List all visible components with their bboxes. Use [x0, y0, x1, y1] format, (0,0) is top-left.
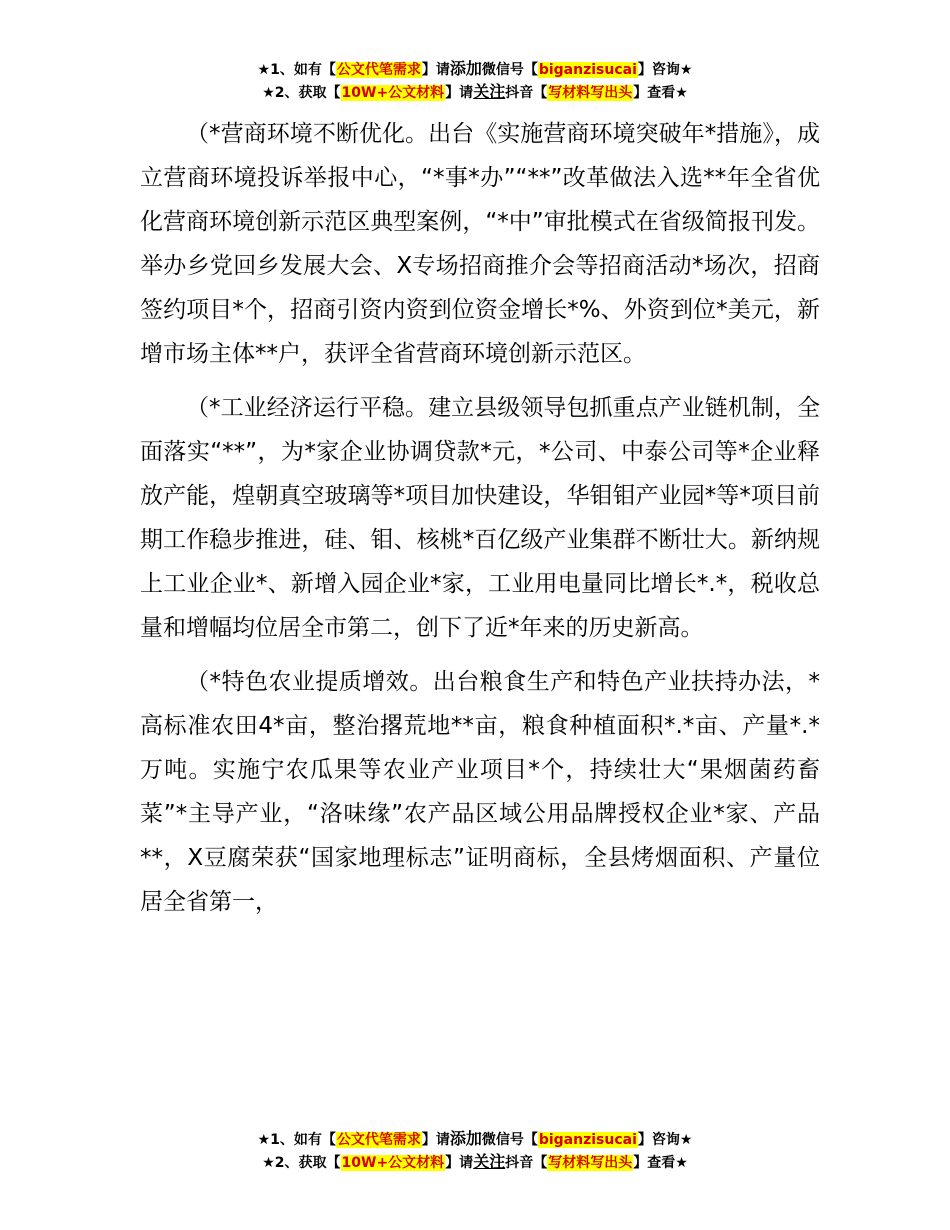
banner-emphasis: 添加 — [449, 1129, 482, 1148]
banner-text: 】请 — [445, 85, 474, 101]
banner-line-1 — [0, 58, 950, 81]
banner-line-2 — [0, 81, 950, 104]
banner-text: ★2、获取【 — [262, 1155, 341, 1171]
banner-emphasis: 关注 — [473, 1152, 506, 1171]
banner-text: ★1、如有【 — [257, 62, 336, 78]
footer-banner — [0, 1128, 950, 1174]
banner-text: 】咨询★ — [637, 1132, 693, 1148]
banner-text: 】咨询★ — [637, 62, 693, 78]
banner-line-1 — [0, 1128, 950, 1151]
banner-text: 抖音【 — [505, 85, 548, 101]
banner-highlight: 公文代笔需求 — [336, 1132, 421, 1148]
banner-text: ★1、如有【 — [257, 1132, 336, 1148]
banner-highlight: 写材料写出头 — [548, 85, 633, 101]
banner-text: ★2、获取【 — [262, 85, 341, 101]
banner-text: 】请 — [421, 62, 450, 78]
header-banner — [0, 58, 950, 104]
banner-emphasis: 关注 — [473, 82, 506, 101]
banner-highlight: 写材料写出头 — [548, 1155, 633, 1171]
banner-text: 】请 — [421, 1132, 450, 1148]
banner-highlight: biganzisucai — [538, 62, 637, 78]
banner-highlight: 10W+公文材料 — [341, 1155, 445, 1171]
banner-emphasis: 添加 — [449, 59, 482, 78]
banner-text: 】请 — [445, 1155, 474, 1171]
paragraph-industrial-economy: （*工业经济运行平稳。建立县级领导包抓重点产业链机制，全面落实“**”，为*家企业协调贷款*元，*公司、中泰公司等*企业释放产能，煌朝真空玻璃等*项目加快建设，华钼钼产业园*等*项目前期工作稳步推进，硅、钼、核桃*百亿级产业集群不断壮大。新纳规上工业企业*、新增入园企业*家，工业用电量同比增长*.*，税收总量和增幅均位居全市第二，创下了近*年来的历史新高。 — [140, 395, 820, 641]
banner-text: 抖音【 — [505, 1155, 548, 1171]
banner-line-2 — [0, 1151, 950, 1174]
banner-text: 微信号【 — [481, 1132, 538, 1148]
banner-highlight: 公文代笔需求 — [336, 62, 421, 78]
paragraph-agriculture: （*特色农业提质增效。出台粮食生产和特色产业扶持办法，*高标准农田4*亩，整治撂荒地**亩，粮食种植面积*.*亩、产量*.*万吨。实施宁农瓜果等农业产业项目*个，持续壮大“果烟菌药畜菜”*主导产业，“洛味缘”农产品区域公用品牌授权企业*家、产品**，X豆腐荣获“国家地理标志”证明商标，全县烤烟面积、产量位居全省第一， — [140, 669, 820, 915]
document-body — [140, 112, 820, 934]
banner-highlight: 10W+公文材料 — [341, 85, 445, 101]
banner-text: 微信号【 — [481, 62, 538, 78]
banner-text: 】查看★ — [633, 1155, 688, 1171]
paragraph-business-environment: （*营商环境不断优化。出台《实施营商环境突破年*措施》，成立营商环境投诉举报中心，“*事*办”“**”改革做法入选**年全省优化营商环境创新示范区典型案例，“*中”审批模式在省级简报刊发。举办乡党回乡发展大会、X专场招商推介会等招商活动*场次，招商签约项目*个，招商引资内资到位资金增长*%、外资到位*美元，新增市场主体**户，获评全省营商环境创新示范区。 — [140, 121, 820, 367]
banner-text: 】查看★ — [633, 85, 688, 101]
banner-highlight: biganzisucai — [538, 1132, 637, 1148]
